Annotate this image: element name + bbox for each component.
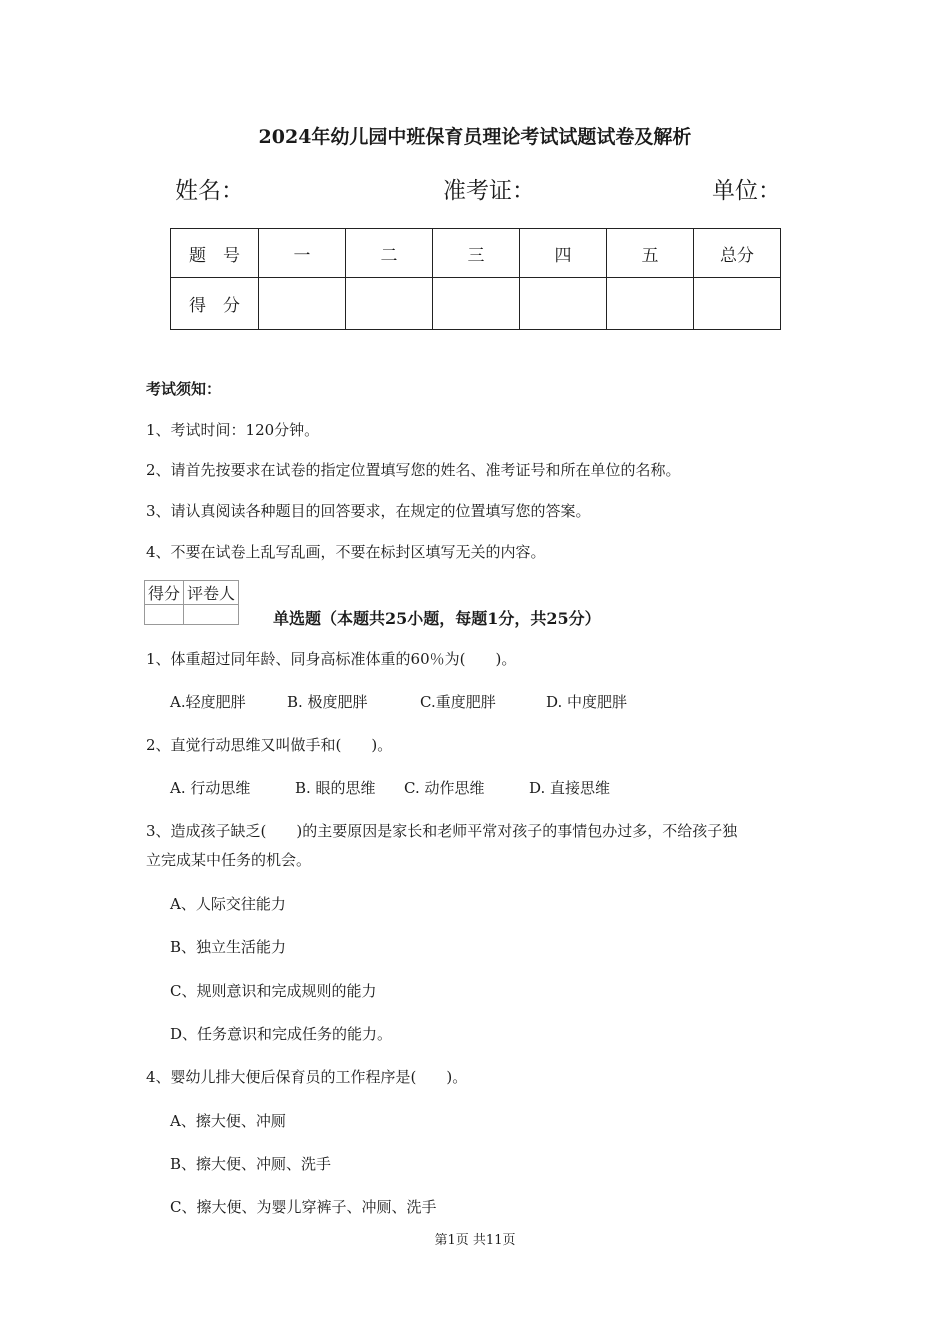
score-table-header-cell: 总分 <box>694 229 781 278</box>
score-table-header-cell: 二 <box>346 229 433 278</box>
grader-box <box>144 580 239 625</box>
question-text: 4、婴幼儿排大便后保育员的工作程序是( )。 <box>146 1068 468 1086</box>
score-cell[interactable] <box>694 278 781 330</box>
score-cell[interactable] <box>433 278 520 330</box>
notice-item: 2、请首先按要求在试卷的指定位置填写您的姓名、准考证号和所在单位的名称。 <box>146 461 681 479</box>
section-title: 单选题（本题共25小题，每题1分，共25分） <box>273 609 601 628</box>
score-table-header-cell: 五 <box>607 229 694 278</box>
page-footer: 第1页 共11页 <box>434 1233 516 1248</box>
score-table-score-row <box>171 278 781 330</box>
score-row-label: 得 分 <box>171 278 259 330</box>
question-text-continued: 立完成某中任务的机会。 <box>146 851 312 869</box>
score-cell[interactable] <box>259 278 346 330</box>
name-field-label: 姓名： <box>175 178 244 204</box>
score-table-header-cell: 三 <box>433 229 520 278</box>
notice-title: 考试须知： <box>146 380 222 398</box>
option-c: C. 动作思维 <box>404 779 485 797</box>
grader-box-grader-cell[interactable] <box>184 605 239 625</box>
grader-box-score-cell[interactable] <box>145 605 184 625</box>
exam-title: 2024年幼儿园中班保育员理论考试试题试卷及解析 <box>258 126 692 148</box>
option-b: B、擦大便、冲厕、洗手 <box>170 1155 332 1173</box>
grader-box-score-label: 得分 <box>145 581 184 605</box>
option-c: C.重度肥胖 <box>420 693 496 711</box>
notice-item: 3、请认真阅读各种题目的回答要求，在规定的位置填写您的答案。 <box>146 502 591 520</box>
option-a: A、擦大便、冲厕 <box>170 1112 286 1130</box>
option-a: A.轻度肥胖 <box>170 693 246 711</box>
score-table <box>170 228 781 330</box>
option-a: A、人际交往能力 <box>170 895 286 913</box>
option-d: D、任务意识和完成任务的能力。 <box>170 1025 393 1043</box>
grader-box-grader-label: 评卷人 <box>184 581 239 605</box>
unit-field-label: 单位： <box>712 178 781 204</box>
score-cell[interactable] <box>607 278 694 330</box>
option-b: B. 极度肥胖 <box>287 693 368 711</box>
score-cell[interactable] <box>346 278 433 330</box>
score-table-header-cell: 题 号 <box>171 229 259 278</box>
option-b: B. 眼的思维 <box>295 779 376 797</box>
score-table-header-cell: 一 <box>259 229 346 278</box>
score-table-header-row <box>171 229 781 278</box>
option-c: C、擦大便、为婴儿穿裤子、冲厕、洗手 <box>170 1198 437 1216</box>
question-text: 1、体重超过同年龄、同身高标准体重的60％为( )。 <box>146 650 517 668</box>
score-table-header-cell: 四 <box>520 229 607 278</box>
question-text: 3、造成孩子缺乏( )的主要原因是家长和老师平常对孩子的事情包办过多，不给孩子独 <box>146 822 738 840</box>
option-d: D. 直接思维 <box>529 779 611 797</box>
exam-id-field-label: 准考证： <box>443 178 535 204</box>
option-c: C、规则意识和完成规则的能力 <box>170 982 377 1000</box>
option-b: B、独立生活能力 <box>170 938 287 956</box>
option-a: A. 行动思维 <box>170 779 251 797</box>
option-d: D. 中度肥胖 <box>546 693 628 711</box>
question-text: 2、直觉行动思维又叫做手和( )。 <box>146 736 393 754</box>
score-cell[interactable] <box>520 278 607 330</box>
notice-item: 1、考试时间：120分钟。 <box>146 421 320 439</box>
notice-item: 4、不要在试卷上乱写乱画，不要在标封区填写无关的内容。 <box>146 543 546 561</box>
